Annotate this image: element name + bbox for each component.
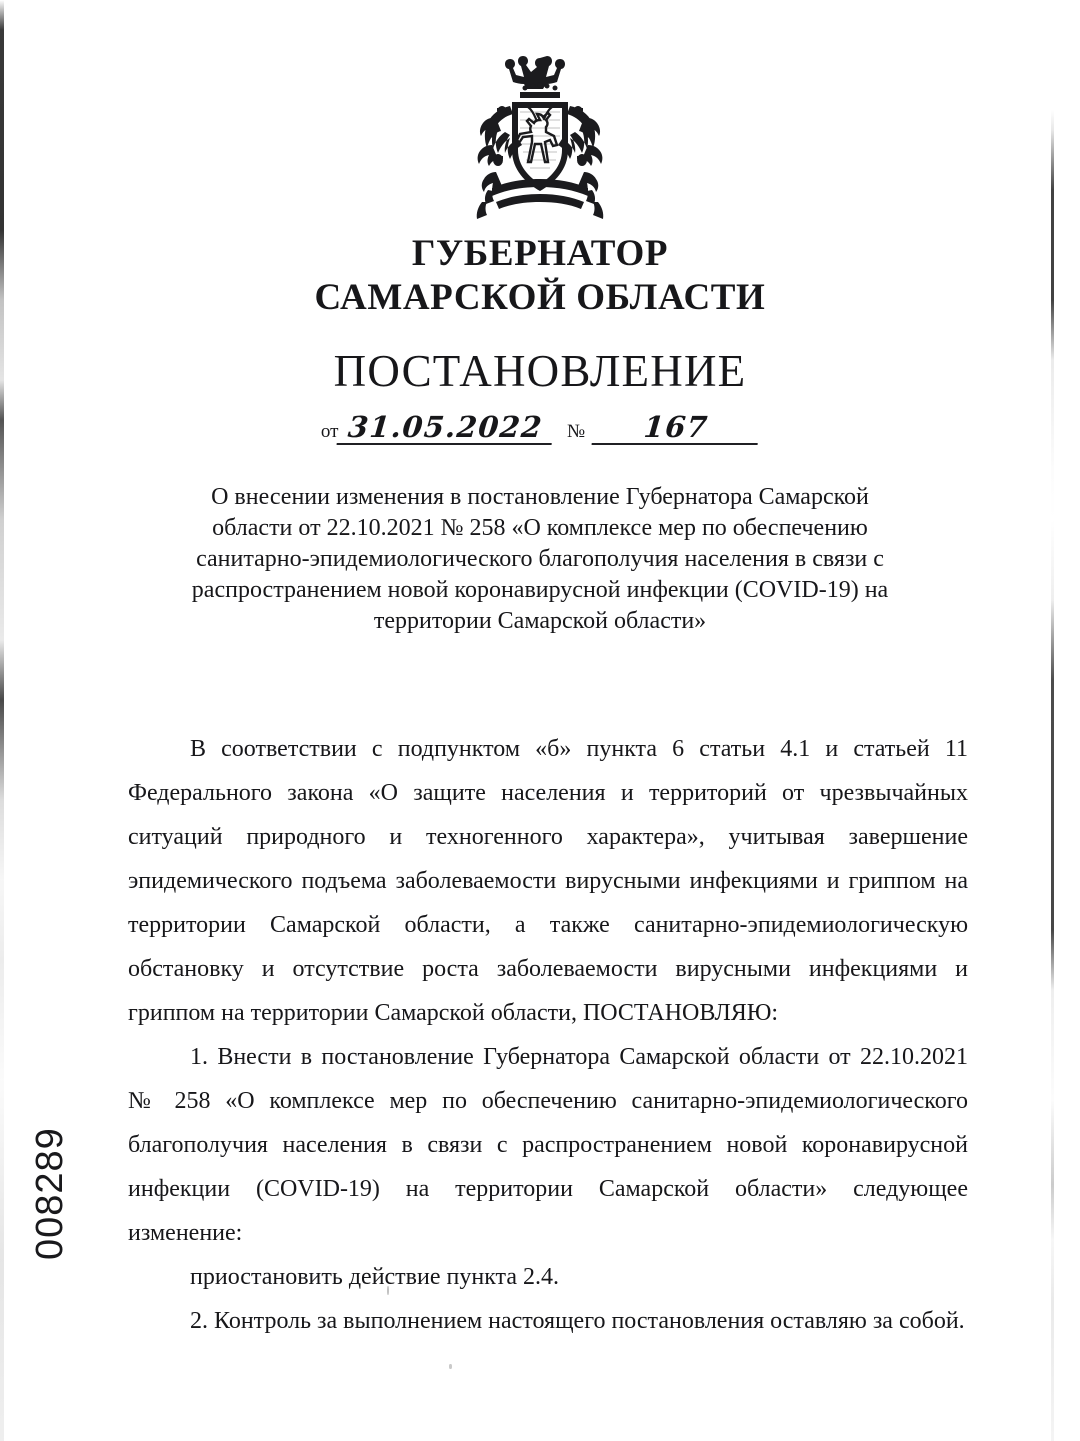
document-body <box>128 727 968 1343</box>
archive-number-stamp: 008289 <box>29 1127 71 1260</box>
body-paragraph-item-1: 1. Внести в постановление Губернатора Самарской области от 22.10.2021 № 258 «О комплексе мер по обеспечению санитарно-эпидемиологического благополучия населения в связи с распространением новой коронавирусной инфекции (COVID-19) на территории Самарской области» следующее изменение: <box>128 1044 968 1246</box>
body-paragraph-preamble: В соответствии с подпунктом «б» пункта 6 статьи 4.1 и статьей 11 Федерального закона «О защите населения и территорий от чрезвычайных ситуаций природного и техногенного характера», учитывая завершение эпидемического подъема заболеваемости вирусными инфекциями и гриппом на территории Самарской области, а также санитарно-эпидемиологическую обстановку и отсутствие роста заболеваемости вирусными инфекциями и гриппом на территории Самарской области, ПОСТАНОВЛЯЮ: <box>128 736 968 1026</box>
scan-edge-artifact-left <box>0 0 4 1441</box>
date-and-number-line <box>0 412 1080 445</box>
date-label: от <box>320 421 339 442</box>
scan-edge-artifact-right <box>1051 0 1054 1441</box>
masthead-line-region: САМАРСКОЙ ОБЛАСТИ <box>314 277 766 318</box>
document-type-heading: ПОСТАНОВЛЕНИЕ <box>333 346 747 396</box>
samara-oblast-coat-of-arms-icon <box>452 52 628 220</box>
body-paragraph-amendment: приостановить действие пункта 2.4. <box>190 1264 559 1290</box>
number-label: № <box>567 421 586 442</box>
number-value-handwritten: 167 <box>592 412 761 445</box>
masthead <box>0 232 1080 320</box>
body-paragraph-item-2: 2. Контроль за выполнением настоящего постановления оставляю за собой. <box>190 1308 965 1334</box>
masthead-line-governor: ГУБЕРНАТОР <box>411 233 669 274</box>
scan-speck-artifact <box>449 1364 452 1369</box>
document-subject: О внесении изменения в постановление Губернатора Самарской области от 22.10.2021 № 258 «О комплексе мер по обеспечению санитарно-эпидемиологического благополучия населения в связи с распространением новой коронавирусной инфекции (COVID-19) на территории Самарской области» <box>191 484 889 634</box>
date-value-handwritten: 31.05.2022 <box>337 412 555 445</box>
